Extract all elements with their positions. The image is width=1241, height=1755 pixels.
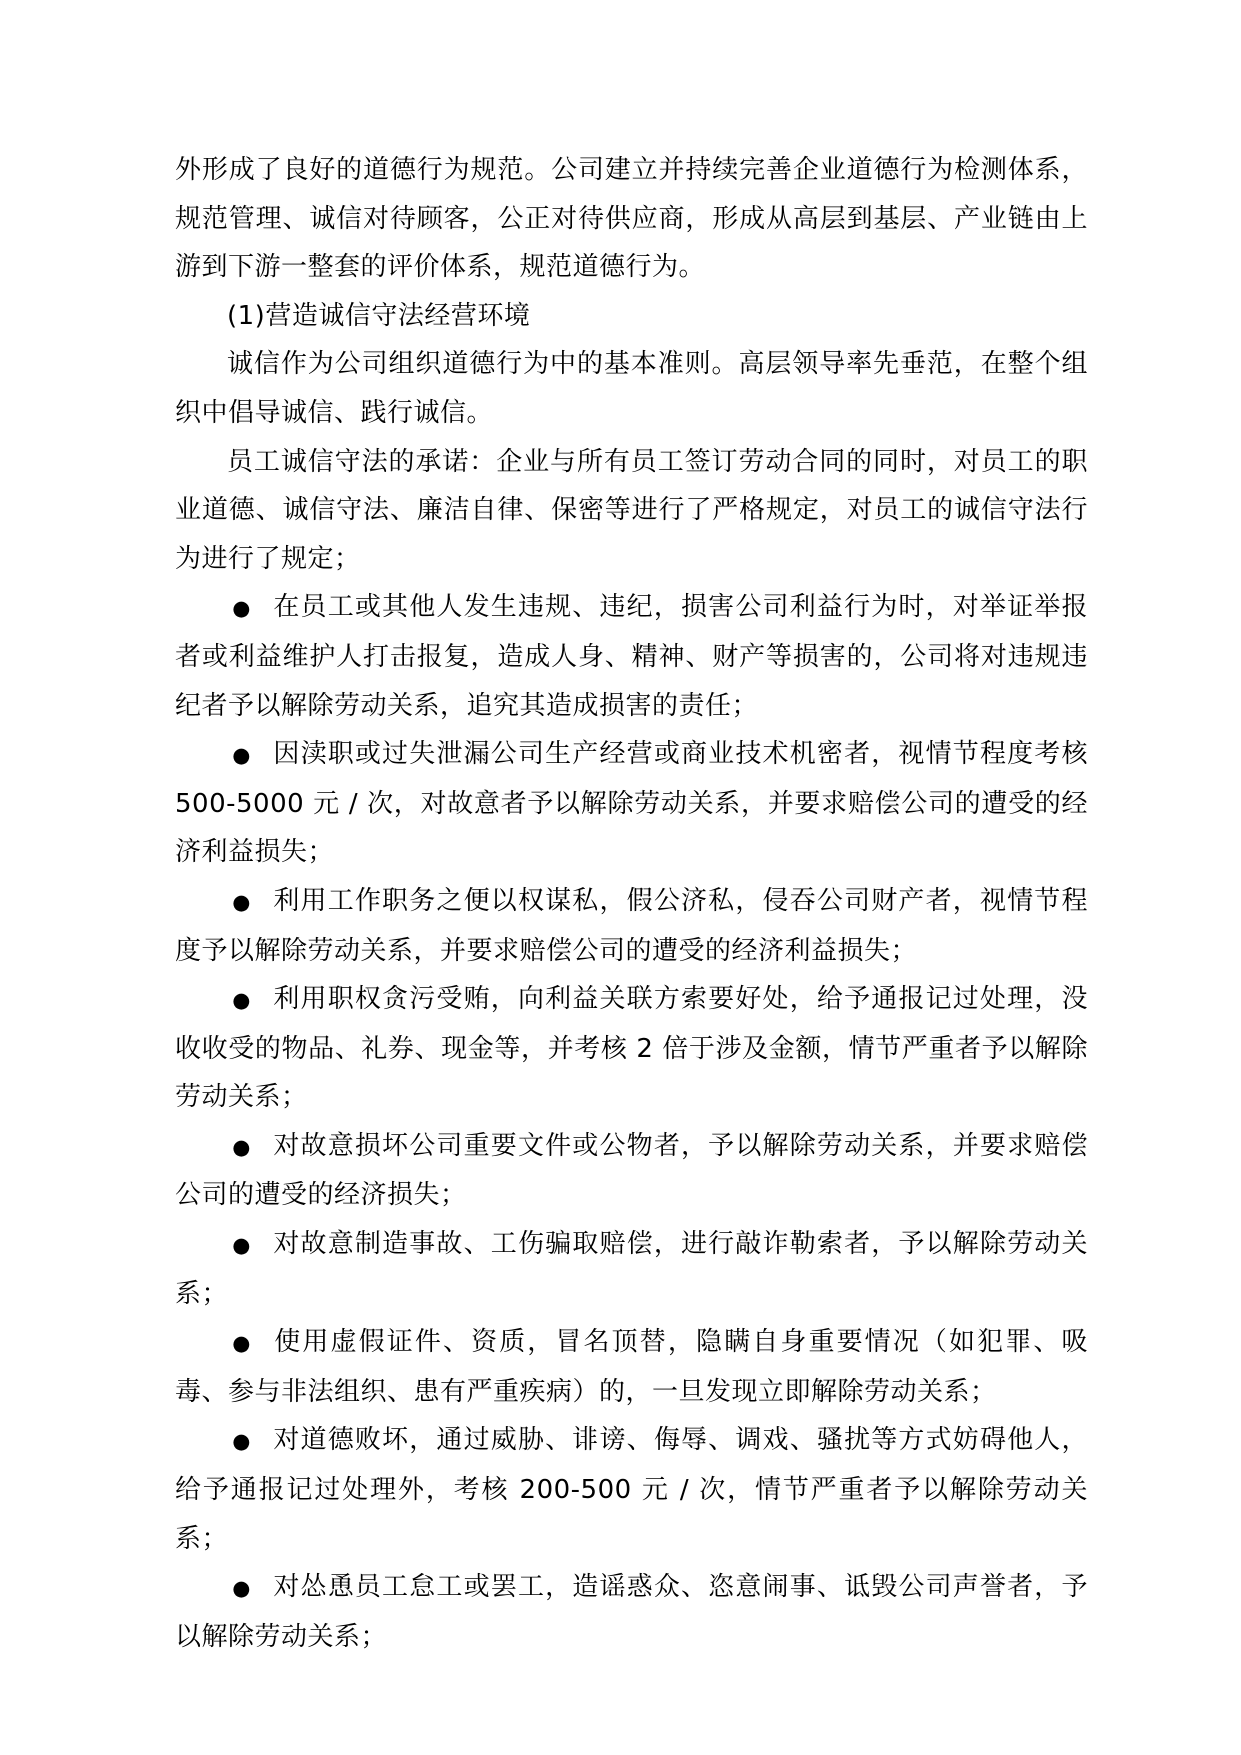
bullet-item (175, 877, 1088, 975)
bullet-item (175, 1416, 1088, 1563)
paragraph-text: 对道德败坏，通过威胁、诽谤、侮辱、调戏、骚扰等方式妨碍他人，给予通报记过处理外，考核 200-500 元 / 次，情节严重者予以解除劳动关系； (175, 1425, 1088, 1554)
bullet-icon: ● (232, 743, 252, 768)
paragraph-text: 使用虚假证件、资质，冒名顶替，隐瞒自身重要情况（如犯罪、吸毒、参与非法组织、患有严重疾病）的，一旦发现立即解除劳动关系； (175, 1327, 1088, 1407)
paragraph-text: 利用工作职务之便以权谋私，假公济私，侵吞公司财产者，视情节程度予以解除劳动关系，并要求赔偿公司的遭受的经济利益损失； (175, 885, 1088, 966)
bullet-icon: ● (232, 1576, 252, 1601)
bullet-item (175, 975, 1088, 1122)
bullet-item (175, 583, 1088, 730)
bullet-icon: ● (232, 1134, 252, 1159)
bullet-item (175, 1563, 1088, 1661)
bullet-item (175, 1122, 1088, 1220)
paragraph-text: 诚信作为公司组织道德行为中的基本准则。高层领导率先垂范，在整个组织中倡导诚信、践行诚信。 (175, 349, 1088, 428)
page-body (175, 146, 1088, 1661)
bullet-icon: ● (232, 1331, 253, 1356)
bullet-item (175, 1318, 1088, 1416)
paragraph-text: 在员工或其他人发生违规、违纪，损害公司利益行为时，对举证举报者或利益维护人打击报复，造成人身、精神、财产等损害的，公司将对违规违纪者予以解除劳动关系，追究其造成损害的责任； (175, 592, 1088, 721)
paragraph-text: (1)营造诚信守法经营环境 (227, 300, 531, 331)
paragraph-text: 对怂恿员工怠工或罢工，造谣惑众、恣意闹事、诋毁公司声誉者，予以解除劳动关系； (175, 1572, 1088, 1652)
bullet-icon: ● (232, 988, 252, 1013)
bullet-item (175, 730, 1088, 877)
paragraph-text: 利用职权贪污受贿，向利益关联方索要好处，给予通报记过处理，没收收受的物品、礼券、现金等，并考核 2 倍于涉及金额，情节严重者予以解除劳动关系； (175, 984, 1088, 1113)
bullet-icon: ● (232, 1429, 252, 1454)
paragraph (175, 292, 1088, 341)
bullet-item (175, 1220, 1088, 1318)
paragraph-text: 对故意制造事故、工伤骗取赔偿，进行敲诈勒索者，予以解除劳动关系； (175, 1229, 1088, 1309)
paragraph-text: 因渎职或过失泄漏公司生产经营或商业技术机密者，视情节程度考核 500-5000 元 / 次，对故意者予以解除劳动关系，并要求赔偿公司的遭受的经济利益损失； (175, 739, 1088, 868)
paragraph (175, 340, 1088, 437)
paragraph-text: 员工诚信守法的承诺：企业与所有员工签订劳动合同的同时，对员工的职业道德、诚信守法、廉洁自律、保密等进行了严格规定，对员工的诚信守法行为进行了规定； (175, 446, 1088, 574)
paragraph-text: 对故意损坏公司重要文件或公物者，予以解除劳动关系，并要求赔偿公司的遭受的经济损失； (175, 1130, 1088, 1211)
bullet-icon: ● (232, 1233, 252, 1258)
bullet-icon: ● (232, 889, 252, 914)
paragraph-text: 外形成了良好的道德行为规范。公司建立并持续完善企业道德行为检测体系，规范管理、诚信对待顾客，公正对待供应商，形成从高层到基层、产业链由上游到下游一整套的评价体系，规范道德行为。 (175, 155, 1088, 283)
paragraph (175, 146, 1088, 292)
paragraph (175, 438, 1088, 584)
bullet-icon: ● (232, 596, 252, 621)
